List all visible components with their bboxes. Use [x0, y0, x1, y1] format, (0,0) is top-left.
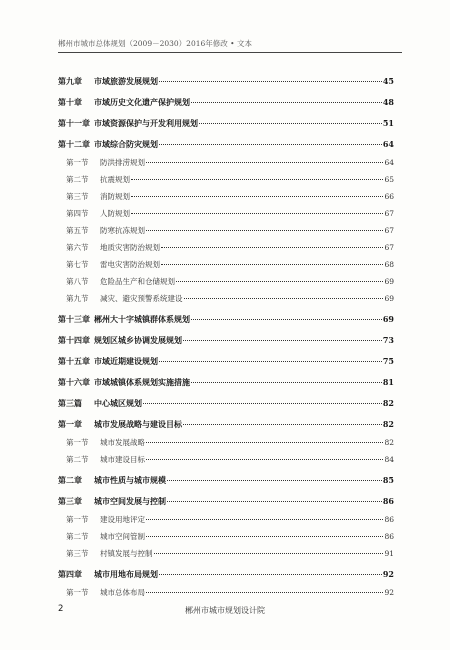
toc-entry[interactable]	[58, 276, 394, 288]
toc-entry-number: 第二节	[66, 175, 89, 184]
toc-entry-number: 第二节	[66, 455, 89, 464]
toc-entry[interactable]	[58, 242, 394, 254]
toc-entry-title: 中心城区规划	[94, 398, 142, 408]
toc-entry-number: 第一节	[66, 158, 89, 167]
toc-entry-label	[58, 514, 145, 525]
toc-entry-label	[58, 97, 190, 108]
toc-entry-title: 人防规划	[100, 209, 130, 218]
toc-entry-page: 45	[382, 76, 394, 86]
toc-entry[interactable]	[58, 335, 394, 347]
toc-entry-label	[58, 242, 160, 253]
dot-leader	[167, 501, 382, 502]
dot-leader	[183, 340, 382, 341]
toc-entry-number: 第十三章	[58, 314, 90, 324]
toc-entry-page: 82	[382, 398, 394, 408]
toc-entry-page: 86	[382, 496, 394, 506]
toc-entry[interactable]	[58, 76, 394, 88]
toc-entry-page: 92	[382, 569, 394, 579]
toc-entry[interactable]	[58, 157, 394, 169]
toc-entry[interactable]	[58, 419, 394, 431]
toc-entry-label	[58, 259, 160, 270]
toc-entry[interactable]	[58, 454, 394, 466]
toc-entry-number: 第十四章	[58, 335, 90, 345]
toc-entry-number: 第三节	[66, 549, 89, 558]
toc-entry-label	[58, 437, 145, 448]
toc-entry[interactable]	[58, 139, 394, 151]
dot-leader	[199, 123, 382, 124]
toc-entry-page: 82	[384, 438, 394, 447]
toc-entry[interactable]	[58, 514, 394, 526]
dot-leader	[191, 102, 382, 103]
toc-entry-page: 67	[384, 243, 394, 252]
toc-entry[interactable]	[58, 496, 394, 508]
toc-entry[interactable]	[58, 259, 394, 271]
toc-entry-number: 第十二章	[58, 139, 90, 149]
toc-entry-label	[58, 314, 190, 325]
dot-leader	[146, 519, 383, 520]
toc-entry-title: 城市发展战略	[100, 438, 145, 447]
toc-entry-number: 第二章	[58, 475, 82, 485]
toc-entry-label	[58, 157, 145, 168]
toc-entry-label	[58, 356, 158, 367]
toc-entry[interactable]	[58, 293, 394, 305]
dot-leader	[146, 162, 383, 163]
toc-entry-title: 城市用地布局规划	[94, 569, 158, 579]
dot-leader	[176, 281, 383, 282]
toc-entry-page: 65	[384, 175, 394, 184]
dot-leader	[159, 81, 382, 82]
dot-leader	[167, 480, 382, 481]
toc-entry-number: 第十一章	[58, 118, 90, 128]
toc-entry-title: 抗震规划	[100, 175, 130, 184]
toc-entry-title: 建设用地评定	[100, 515, 145, 524]
toc-entry[interactable]	[58, 118, 394, 130]
toc-entry-label	[58, 569, 158, 580]
toc-entry-number: 第三节	[66, 192, 89, 201]
toc-entry-number: 第四节	[66, 209, 89, 218]
dot-leader	[184, 298, 384, 299]
toc-entry-title: 郴州大十字城镇群体系规划	[94, 314, 190, 324]
toc-entry-number: 第七节	[66, 260, 89, 269]
toc-entry-title: 市域近期建设规划	[94, 356, 158, 366]
toc-entry-page: 85	[382, 475, 394, 485]
dot-leader	[131, 196, 383, 197]
dot-leader	[161, 264, 383, 265]
toc-entry-title: 城市总体布局	[100, 588, 145, 597]
dot-leader	[146, 459, 383, 460]
toc-entry-number: 第三章	[58, 496, 82, 506]
dot-leader	[161, 247, 383, 248]
toc-entry-number: 第三篇	[58, 398, 82, 408]
toc-entry-page: 64	[382, 139, 394, 149]
dot-leader	[143, 403, 382, 404]
toc-entry[interactable]	[58, 97, 394, 109]
toc-entry-label	[58, 76, 158, 87]
toc-entry-title: 防寒抗冻规划	[100, 226, 145, 235]
toc-entry-page: 51	[382, 118, 394, 128]
toc-entry-number: 第四章	[58, 569, 82, 579]
toc-entry-title: 市域历史文化遗产保护规划	[94, 97, 190, 107]
dot-leader	[146, 592, 383, 593]
toc-entry[interactable]	[58, 314, 394, 326]
header-rule	[58, 52, 402, 53]
dot-leader	[131, 213, 383, 214]
toc-entry-title: 地质灾害防治规划	[100, 243, 160, 252]
toc-entry-number: 第二节	[66, 532, 89, 541]
dot-leader	[183, 424, 382, 425]
footer-organization: 郴州市城市规划设计院	[185, 606, 265, 615]
toc-entry-number: 第六节	[66, 243, 89, 252]
toc-entry-page: 67	[384, 209, 394, 218]
toc-entry-title: 减灾、避灾预警系统建设	[100, 294, 183, 303]
toc-entry[interactable]	[58, 191, 394, 203]
toc-entry[interactable]	[58, 531, 394, 543]
toc-entry-page: 66	[384, 192, 394, 201]
toc-entry-title: 村镇发展与控制	[100, 549, 153, 558]
toc-entry-label	[58, 398, 142, 409]
toc-entry-page: 69	[382, 314, 394, 324]
toc-entry-number: 第九节	[66, 294, 89, 303]
dot-leader	[191, 319, 382, 320]
toc-entry[interactable]	[58, 356, 394, 368]
toc-entry-label	[58, 139, 158, 150]
toc-entry-title: 市域城镇体系规划实施措施	[94, 377, 190, 387]
toc-entry-page: 69	[384, 277, 394, 286]
toc-entry[interactable]	[58, 587, 394, 599]
toc-entry-number: 第九章	[58, 76, 82, 86]
toc-entry-label	[58, 377, 190, 388]
running-header: 郴州市城市总体规划（2009－2030）2016年修改 • 文本	[58, 39, 252, 48]
toc-entry-label	[58, 496, 166, 507]
toc-entry-number: 第十章	[58, 97, 82, 107]
toc-entry-number: 第一章	[58, 419, 82, 429]
toc-entry-label	[58, 276, 175, 287]
toc-entry-page: 81	[382, 377, 394, 387]
dot-leader	[131, 179, 383, 180]
dot-leader	[146, 442, 383, 443]
toc-entry-title: 雷电灾害防治规划	[100, 260, 160, 269]
toc-entry-label	[58, 587, 145, 598]
toc-entry-label	[58, 548, 153, 559]
toc-entry-page: 92	[384, 588, 394, 597]
dot-leader	[159, 574, 382, 575]
toc-entry-title: 城市空间管制	[100, 532, 145, 541]
toc-entry-page: 69	[384, 294, 394, 303]
toc-entry[interactable]	[58, 208, 394, 220]
page-number: 2	[58, 604, 64, 614]
toc-entry-label	[58, 335, 182, 346]
toc-entry-label	[58, 191, 130, 202]
toc-entry[interactable]	[58, 437, 394, 449]
toc-entry-number: 第一节	[66, 588, 89, 597]
toc-entry-page: 86	[384, 515, 394, 524]
toc-entry[interactable]	[58, 548, 394, 560]
toc-entry[interactable]	[58, 174, 394, 186]
toc-entry-number: 第五节	[66, 226, 89, 235]
toc-entry-number: 第一节	[66, 515, 89, 524]
toc-entry-number: 第十五章	[58, 356, 90, 366]
toc-entry-page: 67	[384, 226, 394, 235]
toc-entry-label	[58, 475, 166, 486]
toc-entry-title: 城市空间发展与控制	[94, 496, 166, 506]
dot-leader	[159, 361, 382, 362]
toc-entry-page: 91	[384, 549, 394, 558]
toc-entry-label	[58, 208, 130, 219]
toc-entry-page: 73	[382, 335, 394, 345]
dot-leader	[191, 382, 382, 383]
toc-entry-page: 48	[382, 97, 394, 107]
toc-entry-page: 75	[382, 356, 394, 366]
toc-entry-title: 市域综合防灾规划	[94, 139, 158, 149]
dot-leader	[146, 536, 383, 537]
toc-entry-title: 危险品生产和仓储规划	[100, 277, 175, 286]
toc-entry-number: 第一节	[66, 438, 89, 447]
toc-entry-number: 第八节	[66, 277, 89, 286]
toc-entry-title: 城市性质与城市规模	[94, 475, 166, 485]
toc-entry-label	[58, 293, 183, 304]
toc-entry-label	[58, 118, 198, 129]
toc-entry[interactable]	[58, 569, 394, 581]
toc-entry-label	[58, 225, 145, 236]
toc-entry-title: 城市建设目标	[100, 455, 145, 464]
toc-entry-title: 防洪排涝规划	[100, 158, 145, 167]
toc-entry-number: 第十六章	[58, 377, 90, 387]
toc-entry-page: 64	[384, 158, 394, 167]
toc-entry-page: 82	[382, 419, 394, 429]
toc-entry-title: 规划区城乡协调发展规划	[94, 335, 182, 345]
toc-entry[interactable]	[58, 225, 394, 237]
toc-entry[interactable]	[58, 377, 394, 389]
toc-entry-page: 86	[384, 532, 394, 541]
toc-entry-label	[58, 174, 130, 185]
toc-entry-title: 消防规划	[100, 192, 130, 201]
dot-leader	[154, 553, 384, 554]
dot-leader	[146, 230, 383, 231]
toc-entry-page: 68	[384, 260, 394, 269]
toc-entry-label	[58, 454, 145, 465]
toc-entry[interactable]	[58, 475, 394, 487]
toc-entry-label	[58, 419, 182, 430]
toc-entry-page: 84	[384, 455, 394, 464]
toc-entry-title: 市域旅游发展规划	[94, 76, 158, 86]
toc-entry-title: 市域资源保护与开发利用规划	[94, 118, 198, 128]
dot-leader	[159, 144, 382, 145]
toc-entry-label	[58, 531, 145, 542]
toc-entry[interactable]	[58, 398, 394, 410]
toc-entry-title: 城市发展战略与建设目标	[94, 419, 182, 429]
